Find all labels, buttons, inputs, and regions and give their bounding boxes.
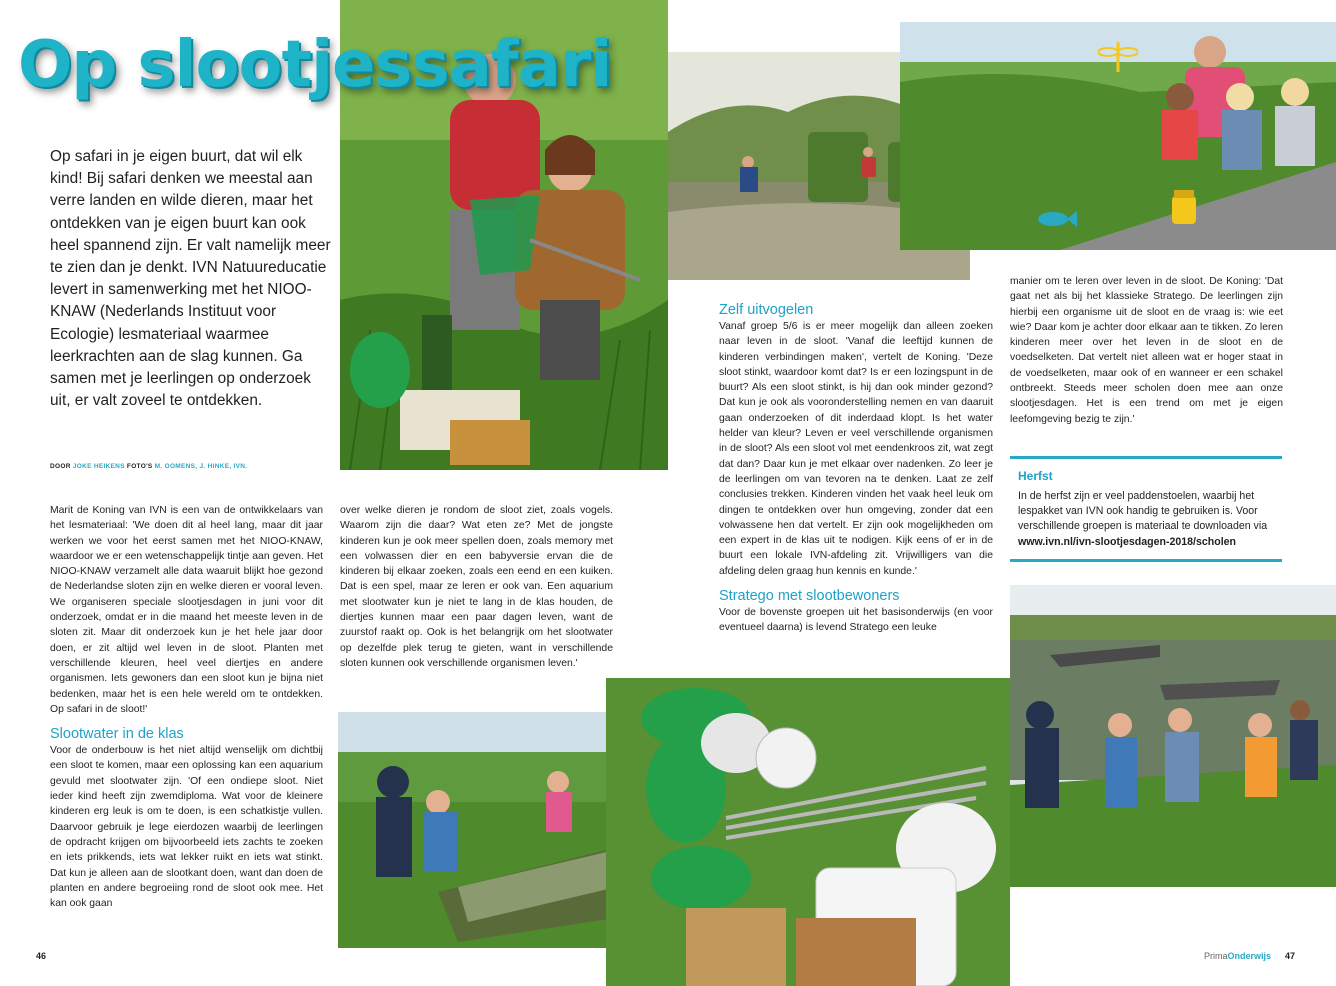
magazine-brand [1204,951,1271,961]
byline-fotos-label: FOTO'S [124,463,155,470]
brand-onderwijs: Onderwijs [1227,951,1272,961]
intro-paragraph: Op safari in je eigen buurt, dat wil elk kind! Bij safari denken we meestal aan verre landen en wilde dieren, maar het ontdekken van je eigen buurt kan ook heel spannend zijn. Er valt namelijk meer te zien dan je denkt. IVN Natuureducatie levert in samenwerking met het NIOO-KNAW (Nederlands Instituut voor Ecologie) lesmateriaal waarmee leerkrachten aan de slag kunnen. Ga samen met je leerlingen op onderzoek uit, er valt zoveel te ontdekken. [50,148,331,410]
photo-children-netting-at-lake [1010,585,1336,887]
herfst-text [1018,489,1274,550]
page-title: Op slootjessafari [18,28,612,102]
byline-photographers: M. OOMENS, J. HINKE, IVN. [154,463,248,470]
herfst-download-link[interactable]: www.ivn.nl/ivn-slootjesdagen-2018/scholen [1018,535,1237,548]
col2-paragraph-1: over welke dieren je rondom de sloot ziet, zoals vogels. Waarom zijn die daar? Wat eten ze? Met de jongste kinderen kun je ook meer spellen doen, zoals memory met een volwassen dier en een babyversie ervan die de kinderen bij elkaar zoeken, zoals een eend en een kuiken. Dat is een spel, maar ze leren er ook van. Een aquarium met slootwater kun je niet te lang in de klas houden, de diertjes kunnen maar een paar dagen leven, want de zuurstof raakt op. Ook is het belangrijk om het slootwater op dezelfde plek terug te gieten, want in verschillende sloten kunnen ook verschillende organismen leven.' [340,505,613,669]
col1-paragraph-1: Marit de Koning van IVN is een van de ontwikkelaars van het lesmateriaal: 'We doen dit al heel lang, maar dit jaar werken we voor het eerst samen met het NIOO-KNAW, waardoor we er een wetenschappelijk tintje aan geven. Het NIOO-KNAW verzamelt alle data waaruit blijkt hoe gezond de Nederlandse sloten zijn en welke dieren er vooral leven. We organiseren speciale slootjesdagen in juni voor dit onderzoek, omdat er in die maand het meeste leven in de sloten zit. Maar dit onderzoek kun je het hele jaar door doen, er zit altijd wel leven in de sloot. Planten met verschillende kleuren, heel veel diertjes en andere organismen. Iets gewoners dan een sloot kun je bijna niet bedenken, maar het is een hele wereld om te ontdekken. Op safari in de sloot!' [50,505,323,715]
col4-paragraph-1: manier om te leren over leven in de sloot. De Koning: 'Dat gaat net als bij het klassieke Stratego. De leerlingen zijn hierbij een organisme uit de sloot en de vraag is: wie eet wie? Daar kom je achter door elkaar aan te tikken. Zo leren kinderen meer over het leven in de sloot en de voedselketen. Dat vertelt niet alleen wat er hoger staat in de voedselketen, maar ook of en wanneer er een schakel ontbreekt. Steeds meer scholen doen mee aan onze slootjesdagen. Het is een trend om met je eigen leefomgeving bezig te zijn.' [1010,276,1283,425]
dragonfly-icon [1098,42,1138,72]
page-number-left: 46 [36,951,47,961]
col3-paragraph-1: Vanaf groep 5/6 is er meer mogelijk dan alleen zoeken naar leven in de sloot. 'Vanaf die leeftijd kunnen de kinderen verbindingen maken', vertelt de Koning. 'Deze sloot stinkt, waardoor komt dat? Is er een lozingspunt in de buurt? Als een sloot stinkt, is hij dan ook minder gezond? Dat kun je ook als vooronderstelling nemen en van daaruit gaan onderzoeken of dit inderdaad klopt. Is het water helder van kleur? Leven er veel verschillende organismen in de sloot? Als een sloot vol met eendenkroos zit, wat zegt dat dan? Daar kun je met elkaar over nadenken. Zo leer je de leerlingen om van tevoren na te denken. Laat ze zelf conclusies trekken. Kinderen vinden het vaak heel leuk om dingen te ontdekken over hun omgeving, zonder dat een volwassene hen dat vertelt. Er zijn ook mogelijkheden om een expert in de klas uit te nodigen. Kijk eens of er in de buurt een lokale IVN-afdeling zit. Vrijwilligers van die afdeling delen graag hun kennis en kunde.' [719,321,993,577]
column-3 [719,302,993,636]
fish-icon [1035,208,1077,230]
column-1 [50,503,323,911]
column-4 [1010,274,1283,427]
herfst-heading: Herfst [1018,469,1053,483]
herfst-info-box [1010,456,1282,562]
page-number-right: 47 [1285,951,1296,961]
byline [50,463,340,470]
jar-icon [1170,190,1198,226]
column-2 [340,503,613,671]
subheading-slootwater: Slootwater in de klas [50,726,184,743]
byline-author: JOKE HEIKENS [72,463,125,470]
byline-door-label: DOOR [50,463,73,470]
col1-paragraph-2: Voor de onderbouw is het niet altijd wenselijk om dichtbij een sloot te komen, maar een oplossing kan een aquarium gevuld met slootwater zijn. 'Of een ondiepe sloot. Niet ieder kind heeft zijn zwemdiploma. Wat voor de kleinere kinderen erg leuk is om te doen, is een schatkistje vullen. Daarvoor gebruik je lege eierdozen waarbij de leerlingen de opdracht krijgen om bijvoorbeeld iets zachts te zoeken en iets prikkends, iets wat lekker ruikt en iets wat stinkt. Dat kun je alleen aan de slootkant doen, want dan doen de planten en andere begroeiing rond de sloot ook mee. Het kan ook gaan [50,745,323,910]
col3-paragraph-2: Voor de bovenste groepen uit het basisonderwijs (en voor eventueel daarna) is levend Stratego een leuke [719,607,993,634]
photo-safari-equipment [606,678,1010,986]
brand-prima: Prima [1204,951,1228,961]
subheading-stratego: Stratego met slootbewoners [719,588,900,605]
subheading-zelf-uitvogelen: Zelf uitvogelen [719,302,814,318]
herfst-body: In de herfst zijn er veel paddenstoelen, waarbij het lespakket van IVN ook handig te gebruiken is. Voor verschillende groepen is materiaal te downloaden via [1018,490,1268,533]
